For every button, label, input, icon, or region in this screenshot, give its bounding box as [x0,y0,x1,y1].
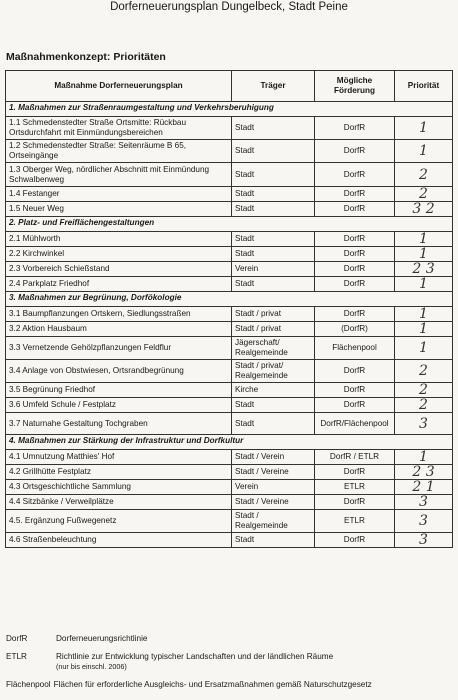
measure-cell: 3.4 Anlage von Obstwiesen, Ortsrandbegrünung [6,360,232,383]
legend-desc-text: Flächen für erforderliche Ausgleichs- und Ersatzmaßnahmen gemäß Naturschutzgesetz [53,680,372,689]
priority-cell: 2 [395,383,453,398]
measure-cell: 2.3 Vorbereich Schießstand [6,262,232,277]
col-header-org: Träger [232,71,315,102]
measure-cell: 1.4 Festanger [6,187,232,202]
priority-cell: 3 [395,533,453,548]
table-row [6,510,453,533]
funding-cell: DorfR [315,117,395,140]
table-row [6,307,453,322]
priority-cell: 1 [395,247,453,262]
priority-cell: 1 [395,140,453,163]
org-cell: Verein [232,480,315,495]
table-row [6,465,453,480]
funding-cell: DorfR [315,187,395,202]
org-cell: Stadt [232,232,315,247]
priority-cell: 2 1 [395,480,453,495]
funding-cell: DorfR/Flächenpool [315,413,395,435]
priority-cell: 2 3 [395,262,453,277]
table-row [6,202,453,217]
table-row [6,247,453,262]
table-row [6,187,453,202]
table-row [6,480,453,495]
org-cell: Stadt [232,117,315,140]
table-row [6,398,453,413]
org-cell: Stadt / Realgemeinde [232,510,315,533]
priority-cell: 2 [395,163,453,187]
legend-abbr: Flächenpool [6,680,51,689]
priority-cell: 1 [395,117,453,140]
group-row [6,217,453,232]
group-title: 2. Platz- und Freiflächengestaltungen [6,217,453,232]
funding-cell: DorfR [315,383,395,398]
legend-desc-text: Richtlinie zur Entwicklung typischer Landschaften und der ländlichen Räume [56,652,334,661]
table-row [6,322,453,337]
legend-item [6,652,456,672]
priority-cell: 1 [395,307,453,322]
priority-cell: 3 [395,510,453,533]
priority-cell: 1 [395,277,453,292]
legend-item [6,634,456,644]
org-cell: Stadt [232,533,315,548]
document-title: Dorferneuerungsplan Dungelbeck, Stadt Peine [110,1,348,13]
priority-cell: 2 3 [395,465,453,480]
org-cell: Stadt / Vereine [232,465,315,480]
org-cell: Stadt [232,140,315,163]
table-row [6,232,453,247]
measure-cell: 3.7 Naturnahe Gestaltung Tochgraben [6,413,232,435]
org-cell: Stadt / Verein [232,450,315,465]
funding-cell: DorfR [315,277,395,292]
group-row [6,102,453,117]
legend-abbr: ETLR [6,652,27,661]
priority-cell: 1 [395,232,453,247]
legend-note: (nur bis einschl. 2006) [56,662,127,671]
org-cell: Stadt / Vereine [232,495,315,510]
org-cell: Stadt [232,202,315,217]
measure-cell: 4.4 Sitzbänke / Verweilplätze [6,495,232,510]
funding-cell: Flächenpool [315,337,395,360]
table-row [6,117,453,140]
measure-cell: 3.6 Umfeld Schule / Festplatz [6,398,232,413]
org-cell: Stadt / privat [232,322,315,337]
table-row [6,413,453,435]
funding-cell: ETLR [315,480,395,495]
funding-cell: DorfR [315,163,395,187]
col-header-priority: Priorität [395,71,453,102]
col-header-measure: Maßnahme Dorferneuerungsplan [6,71,232,102]
priority-cell: 2 [395,360,453,383]
legend-desc [54,680,456,690]
org-cell: Stadt / privat/ Realgemeinde [232,360,315,383]
legend [6,634,456,693]
measure-cell: 1.5 Neuer Weg [6,202,232,217]
priority-cell: 3 [395,413,453,435]
group-title: 3. Maßnahmen zur Begrünung, Dorfökologie [6,292,453,307]
legend-item [6,680,456,690]
table-row [6,140,453,163]
funding-cell: (DorfR) [315,322,395,337]
measure-cell: 1.3 Oberger Weg, nördlicher Abschnitt mit Einmündung Schwalbenweg [6,163,232,187]
table-row [6,383,453,398]
priority-cell: 1 [395,337,453,360]
table-header-row [6,71,453,102]
group-row [6,292,453,307]
funding-cell: DorfR [315,232,395,247]
table-row [6,360,453,383]
measure-cell: 3.2 Aktion Hausbaum [6,322,232,337]
priority-cell: 1 [395,322,453,337]
group-row [6,435,453,450]
measure-cell: 3.5 Begrünung Friedhof [6,383,232,398]
group-title: 1. Maßnahmen zur Straßenraumgestaltung und Verkehrsberuhigung [6,102,453,117]
priorities-table [5,70,453,548]
priority-cell: 3 [395,495,453,510]
col-header-funding: Mögliche Förderung [315,71,395,102]
legend-desc [56,634,456,644]
measure-cell: 2.4 Parkplatz Friedhof [6,277,232,292]
measure-cell: 4.2 Grillhütte Festplatz [6,465,232,480]
measure-cell: 4.6 Straßenbeleuchtung [6,533,232,548]
org-cell: Stadt [232,413,315,435]
table-row [6,262,453,277]
org-cell: Stadt [232,398,315,413]
measure-cell: 1.1 Schmedenstedter Straße Ortsmitte: Rückbau Ortsdurchfahrt mit Einmündungsbereichen [6,117,232,140]
measure-cell: 4.3 Ortsgeschichtliche Sammlung [6,480,232,495]
table-row [6,450,453,465]
org-cell: Verein [232,262,315,277]
table-row [6,533,453,548]
org-cell: Stadt [232,277,315,292]
funding-cell: DorfR [315,465,395,480]
legend-abbr: DorfR [6,634,28,643]
measure-cell: 4.5. Ergänzung Fußwegenetz [6,510,232,533]
measure-cell: 2.2 Kirchwinkel [6,247,232,262]
org-cell: Stadt / privat [232,307,315,322]
measure-cell: 4.1 Umnutzung Matthies' Hof [6,450,232,465]
funding-cell: DorfR [315,262,395,277]
legend-desc-text: Dorferneuerungsrichtlinie [56,634,148,643]
table-row [6,337,453,360]
priority-cell: 2 [395,398,453,413]
measure-cell: 2.1 Mühlworth [6,232,232,247]
priority-cell: 1 [395,450,453,465]
funding-cell: DorfR [315,140,395,163]
priority-cell: 2 [395,187,453,202]
org-cell: Jägerschaft/ Realgemeinde [232,337,315,360]
funding-cell: DorfR / ETLR [315,450,395,465]
funding-cell: DorfR [315,398,395,413]
section-title: Maßnahmenkonzept: Prioritäten [6,51,166,63]
measure-cell: 1.2 Schmedenstedter Straße: Seitenräume B 65, Ortseingänge [6,140,232,163]
funding-cell: DorfR [315,307,395,322]
table-row [6,495,453,510]
funding-cell: DorfR [315,533,395,548]
org-cell: Kirche [232,383,315,398]
funding-cell: ETLR [315,510,395,533]
priority-cell: 3 2 [395,202,453,217]
table-row [6,163,453,187]
legend-desc [56,652,456,672]
measure-cell: 3.1 Baumpflanzungen Ortskern, Siedlungsstraßen [6,307,232,322]
funding-cell: DorfR [315,202,395,217]
org-cell: Stadt [232,163,315,187]
table-row [6,277,453,292]
funding-cell: DorfR [315,247,395,262]
measure-cell: 3.3 Vernetzende Gehölzpflanzungen Feldflur [6,337,232,360]
funding-cell: DorfR [315,495,395,510]
org-cell: Stadt [232,187,315,202]
group-title: 4. Maßnahmen zur Stärkung der Infrastruktur und Dorfkultur [6,435,453,450]
org-cell: Stadt [232,247,315,262]
funding-cell: DorfR [315,360,395,383]
